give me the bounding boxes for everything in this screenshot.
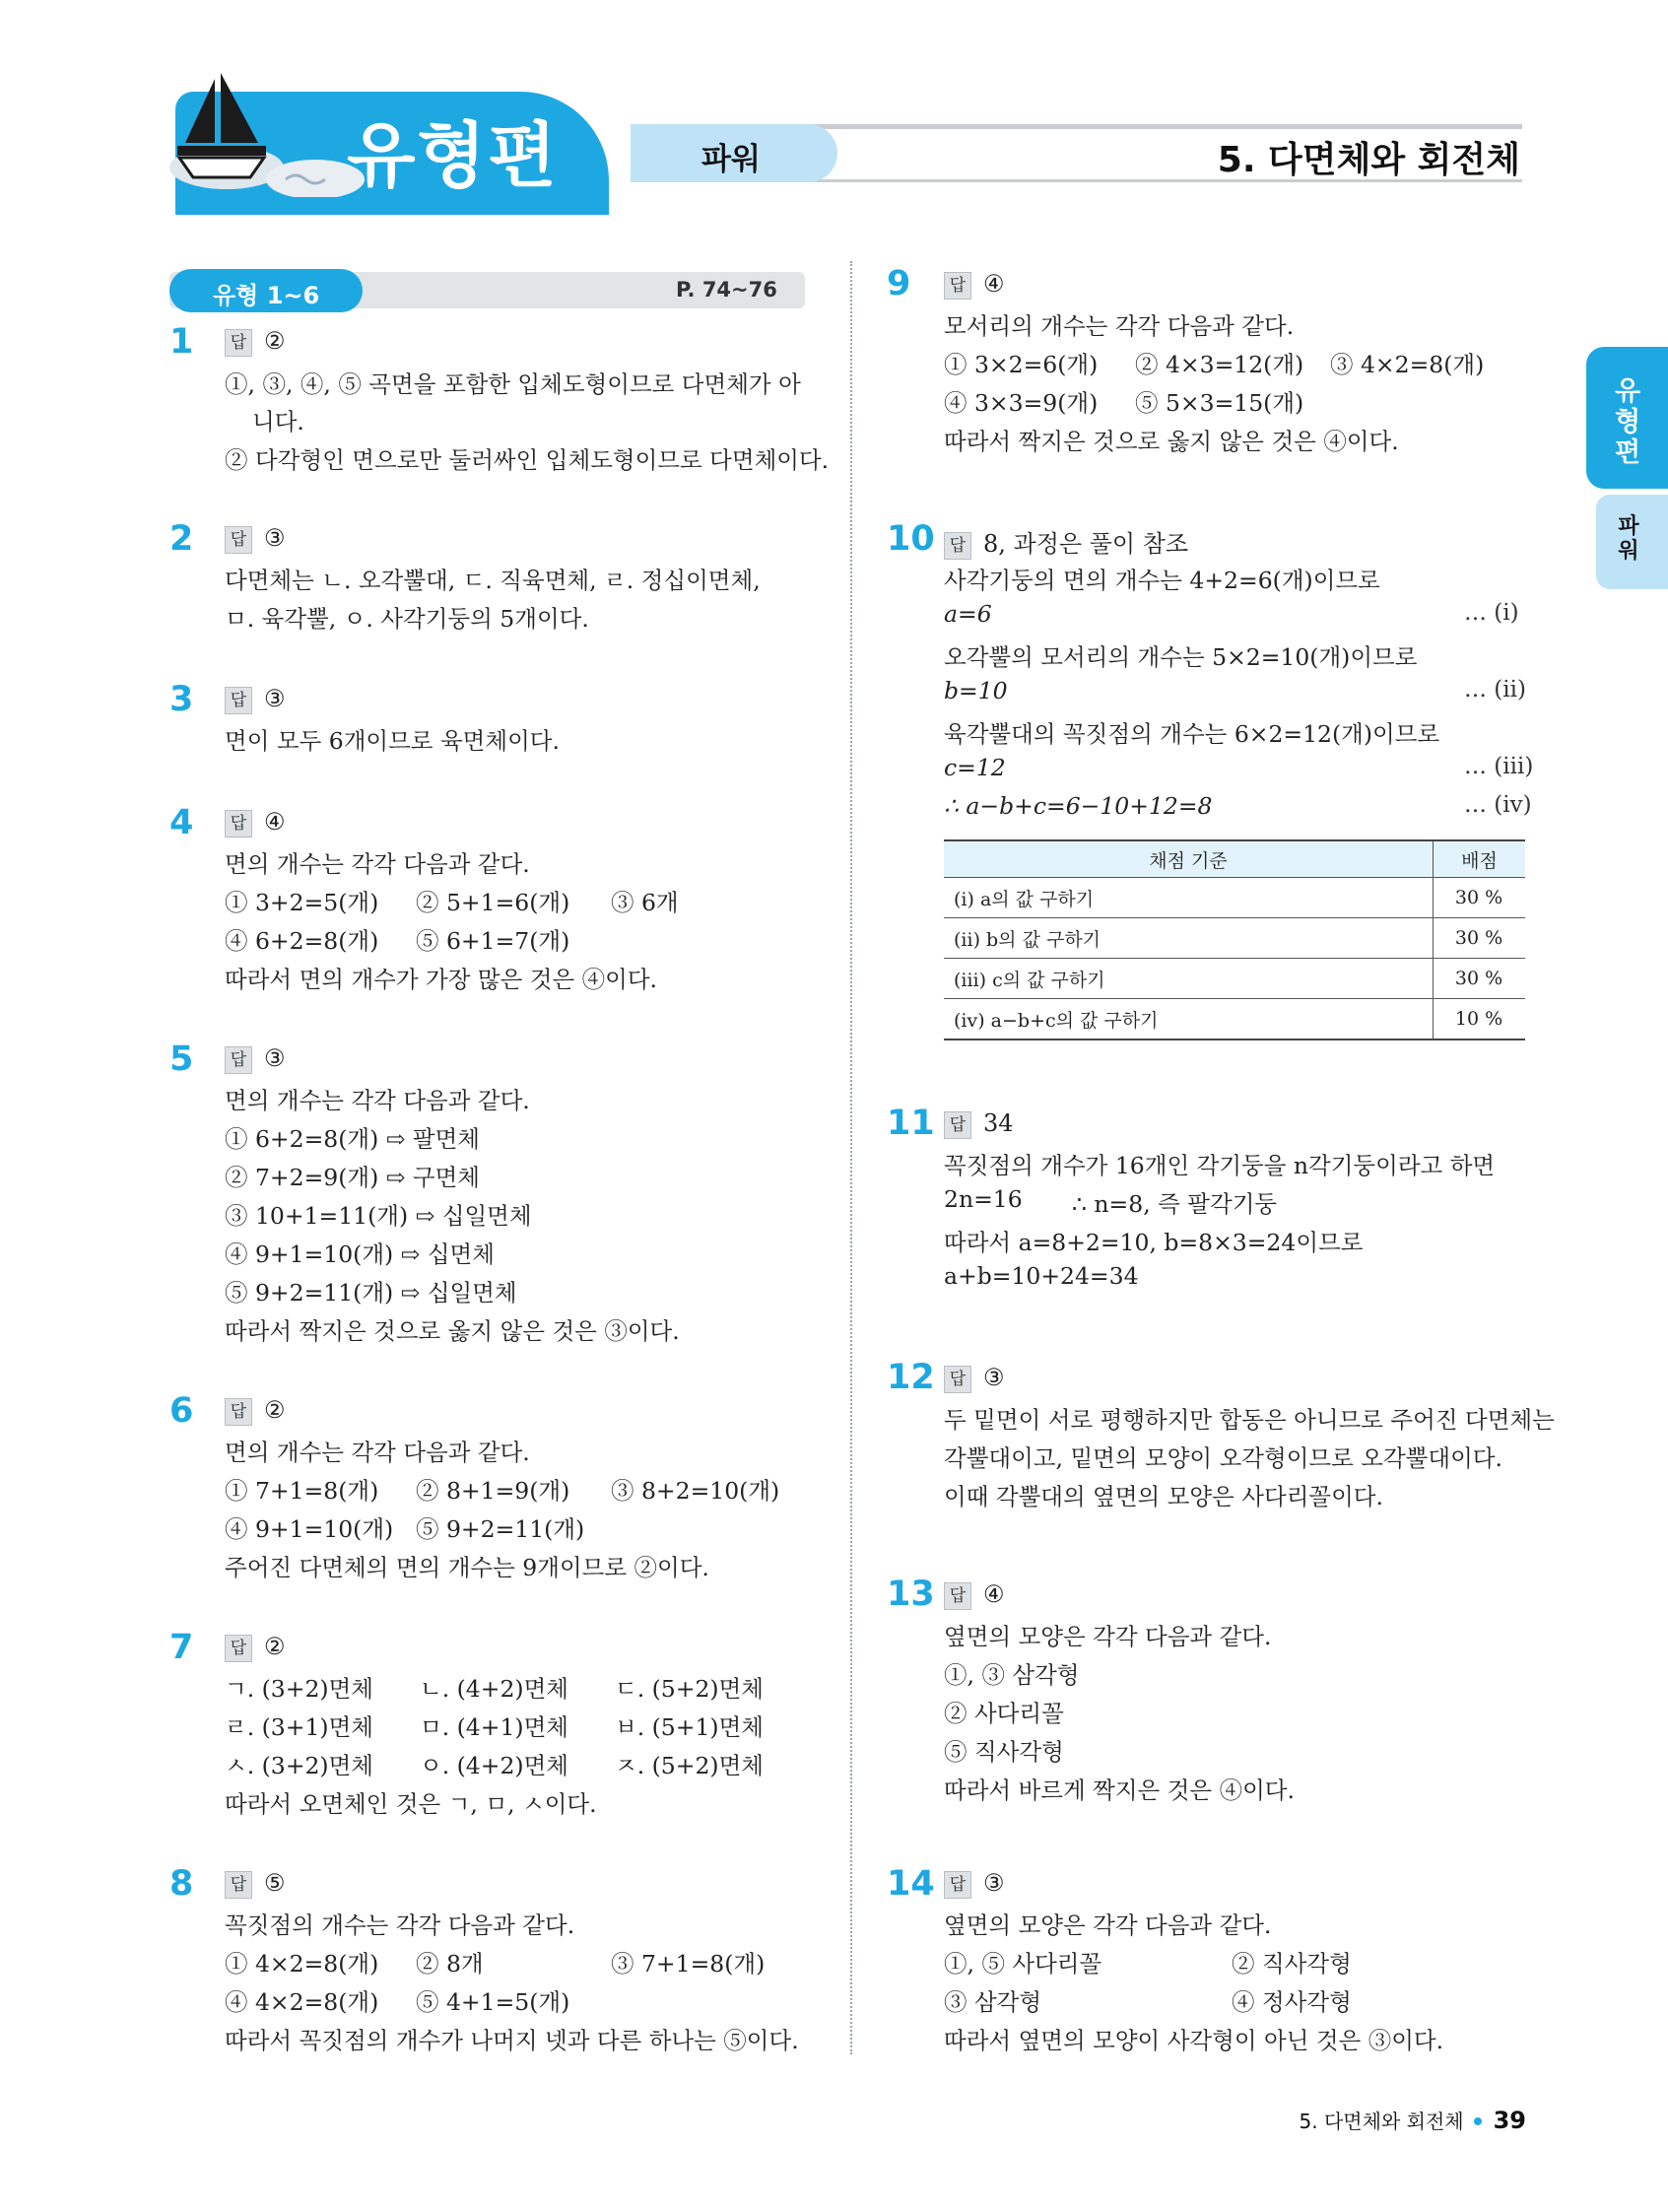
answer-line: [944, 270, 1005, 300]
answer-line: [944, 1109, 1014, 1139]
choice-line: ⑤ 4+1=5(개): [416, 1988, 570, 2016]
table-cell: (ⅰ) a의 값 구하기: [944, 878, 1434, 918]
solution-line: 이때 각뿔대의 옆면의 모양은 사다리꼴이다.: [944, 1483, 1383, 1510]
step-marker: … (ⅱ): [1464, 677, 1526, 703]
choice-line: ③ 7+1=8(개): [611, 1950, 766, 1977]
type-pill: [169, 269, 363, 312]
answer-value: 34: [983, 1109, 1014, 1137]
choice-line: ② 5+1=6(개): [416, 889, 570, 916]
choice-line: ㄴ. (4+2)면체: [420, 1675, 568, 1703]
header-title: 유형편: [347, 114, 559, 197]
table-cell: 30 %: [1434, 878, 1526, 918]
problem-number: 4: [169, 803, 194, 842]
answer-value: ⑤: [264, 1869, 286, 1897]
grading-table: [944, 839, 1525, 1040]
solution-line: 따라서 짝지은 것으로 옳지 않은 것은 ④이다.: [944, 428, 1399, 455]
choice-line: ② 사다리꼴: [944, 1700, 1064, 1727]
answer-value: ③: [264, 524, 286, 552]
choice-line: ⑤ 9+2=11(개): [416, 1515, 585, 1543]
column-divider: [850, 261, 852, 2054]
solution-line: 면이 모두 6개이므로 육면체이다.: [225, 727, 560, 755]
choice-line: ⑤ 6+1=7(개): [416, 927, 570, 955]
answer-value: ③: [264, 685, 286, 712]
sailboat-icon: [167, 69, 365, 197]
choice-line: ④ 9+1=10(개): [225, 1515, 394, 1543]
solution-line: ∴ a−b+c=6−10+12=8: [944, 792, 1213, 820]
problem-number: 13: [887, 1575, 935, 1614]
answer-badge: 답: [225, 810, 252, 838]
solution-line: 주어진 다면체의 면의 개수는 9개이므로 ②이다.: [225, 1554, 709, 1581]
answer-value: 8, 과정은 풀이 참조: [983, 530, 1189, 558]
side-tab: [1586, 347, 1668, 589]
solution-line: 따라서 오면체인 것은 ㄱ, ㅁ, ㅅ이다.: [225, 1790, 597, 1818]
problem-number: 5: [169, 1039, 194, 1079]
choice-line: ② 7+2=9(개) ⇨ 구면체: [225, 1164, 480, 1191]
answer-line: [225, 327, 286, 357]
answer-line: [225, 524, 286, 554]
solution-line: 니다.: [252, 408, 304, 436]
answer-badge: 답: [225, 1871, 252, 1899]
answer-value: ②: [264, 1396, 286, 1424]
answer-badge: 답: [225, 687, 252, 714]
header-chapter: 5. 다면체와 회전체: [1217, 140, 1520, 180]
solution-line: 따라서 면의 개수가 가장 많은 것은 ④이다.: [225, 966, 658, 993]
side-tab-label-1: 유 형 편: [1614, 376, 1641, 469]
solution-line: 꼭짓점의 개수가 16개인 각기둥을 n각기둥이라고 하면: [944, 1152, 1496, 1179]
answer-value: ③: [983, 1869, 1005, 1897]
page-number: 39: [1493, 2107, 1526, 2134]
problem-number: 8: [169, 1864, 194, 1904]
answer-badge: 답: [944, 1582, 971, 1610]
table-row: [944, 959, 1525, 999]
table-header: 배점: [1434, 840, 1526, 878]
choice-line: ⑤ 9+2=11(개) ⇨ 십일면체: [225, 1279, 517, 1307]
table-row: [944, 918, 1525, 959]
choice-line: ③ 8+2=10(개): [611, 1477, 780, 1505]
choice-line: ㅇ. (4+2)면체: [420, 1752, 568, 1779]
problem-number: 14: [887, 1864, 935, 1904]
table-cell: 10 %: [1434, 999, 1526, 1040]
solution-line: 각뿔대이고, 밑면의 모양이 오각형이므로 오각뿔대이다.: [944, 1444, 1502, 1472]
choice-line: ④ 4×2=8(개): [225, 1988, 379, 2016]
answer-line: [225, 808, 286, 838]
footer-chapter: 5. 다면체와 회전체: [1299, 2110, 1464, 2133]
answer-line: [225, 1044, 286, 1074]
problem-number: 6: [169, 1391, 194, 1431]
answer-line: [944, 1364, 1005, 1393]
solution-line: 면의 개수는 각각 다음과 같다.: [225, 1439, 530, 1466]
table-cell: 30 %: [1434, 918, 1526, 959]
answer-value: ③: [983, 1364, 1005, 1391]
choice-line: ② 직사각형: [1232, 1950, 1352, 1977]
problem-number: 3: [169, 680, 194, 719]
step-marker: … (ⅰ): [1464, 600, 1519, 626]
solution-line: ② 다각형인 면으로만 둘러싸인 입체도형이므로 다면체이다.: [225, 446, 830, 474]
choice-line: ④ 정사각형: [1232, 1988, 1352, 2016]
step-marker: … (ⅳ): [1464, 792, 1532, 818]
answer-line: [225, 1396, 286, 1426]
type-label: 유형 1~6: [213, 282, 320, 309]
choice-line: ㅁ. (4+1)면체: [420, 1713, 568, 1741]
solution-line: 모서리의 개수는 각각 다음과 같다.: [944, 312, 1295, 340]
problem-number: 2: [169, 519, 194, 559]
problem-number: 9: [887, 264, 911, 303]
solution-line: c=12: [944, 754, 1006, 781]
answer-line: [225, 1633, 286, 1662]
answer-line: [225, 1869, 286, 1899]
choice-line: ㄷ. (5+2)면체: [615, 1675, 764, 1703]
solution-line: 따라서 a=8+2=10, b=8×3=24이므로: [944, 1229, 1364, 1256]
answer-badge: 답: [944, 1111, 971, 1139]
answer-badge: 답: [225, 1046, 252, 1074]
choice-line: ⑤ 직사각형: [944, 1738, 1064, 1766]
choice-line: ㅂ. (5+1)면체: [615, 1713, 764, 1741]
solution-line: 육각뿔대의 꼭짓점의 개수는 6×2=12(개)이므로: [944, 720, 1440, 748]
choice-line: ① 6+2=8(개) ⇨ 팔면체: [225, 1125, 480, 1153]
answer-badge: 답: [225, 1635, 252, 1662]
side-tab-label-2: 파 워: [1618, 514, 1639, 565]
choice-line: ④ 3×3=9(개): [944, 389, 1099, 417]
solution-line: ㅁ. 육각뿔, ㅇ. 사각기둥의 5개이다.: [225, 605, 589, 633]
solution-line: 옆면의 모양은 각각 다음과 같다.: [944, 1911, 1272, 1939]
choice-line: ② 8+1=9(개): [416, 1477, 570, 1505]
answer-line: [944, 1580, 1005, 1610]
answer-value: ④: [983, 1580, 1005, 1608]
footer-dot-icon: [1474, 2117, 1482, 2125]
solution-line: ∴ n=8, 즉 팔각기둥: [1072, 1190, 1278, 1218]
solution-line: 따라서 바르게 짝지은 것은 ④이다.: [944, 1776, 1295, 1804]
side-tab-secondary: [1596, 495, 1668, 589]
solution-line: b=10: [944, 677, 1008, 704]
header-subtitle: 파워: [701, 142, 761, 177]
solution-line: 오각뿔의 모서리의 개수는 5×2=10(개)이므로: [944, 643, 1418, 671]
solution-line: 꼭짓점의 개수는 각각 다음과 같다.: [225, 1911, 575, 1939]
header-subtitle-tab: [631, 124, 837, 182]
choice-line: ㄱ. (3+2)면체: [225, 1675, 373, 1703]
table-header: 채점 기준: [944, 840, 1434, 878]
choice-line: ④ 6+2=8(개): [225, 927, 379, 955]
answer-line: [225, 685, 286, 714]
problem-number: 10: [887, 519, 935, 559]
answer-value: ④: [983, 270, 1005, 298]
table-cell: 30 %: [1434, 959, 1526, 999]
page-footer: [1300, 2106, 1526, 2134]
solution-line: a+b=10+24=34: [944, 1262, 1139, 1290]
choice-line: ① 4×2=8(개): [225, 1950, 379, 1977]
answer-value: ②: [264, 1633, 286, 1660]
solution-line: 2n=16: [944, 1185, 1023, 1213]
table-row: [944, 878, 1525, 918]
answer-value: ③: [264, 1044, 286, 1072]
choice-line: ㅈ. (5+2)면체: [615, 1752, 764, 1779]
answer-value: ②: [264, 327, 286, 355]
solution-line: 두 밑면이 서로 평행하지만 합동은 아니므로 주어진 다면체는: [944, 1406, 1555, 1434]
solution-line: a=6: [944, 600, 992, 628]
choice-line: ① 3×2=6(개): [944, 351, 1099, 378]
solution-line: 따라서 짝지은 것으로 옳지 않은 것은 ③이다.: [225, 1317, 680, 1345]
solution-line: 옆면의 모양은 각각 다음과 같다.: [944, 1623, 1272, 1650]
choice-line: ㄹ. (3+1)면체: [225, 1713, 373, 1741]
side-tab-primary: [1586, 347, 1668, 489]
choice-line: ③ 6개: [611, 889, 679, 916]
choice-line: ①, ③ 삼각형: [944, 1661, 1080, 1689]
solution-line: 면의 개수는 각각 다음과 같다.: [225, 1087, 530, 1114]
answer-badge: 답: [225, 526, 252, 554]
answer-line: [944, 1869, 1005, 1899]
table-cell: (ⅱ) b의 값 구하기: [944, 918, 1434, 959]
solution-line: 사각기둥의 면의 개수는 4+2=6(개)이므로: [944, 567, 1380, 594]
choice-line: ① 3+2=5(개): [225, 889, 379, 916]
answer-line: [944, 524, 1188, 560]
problem-number: 12: [887, 1358, 935, 1397]
choice-line: ① 7+1=8(개): [225, 1477, 379, 1505]
answer-badge: 답: [944, 1871, 971, 1899]
type-pages: P. 74~76: [676, 278, 777, 302]
solution-line: 다면체는 ㄴ. 오각뿔대, ㄷ. 직육면체, ㄹ. 정십이면체,: [225, 567, 761, 594]
solution-line: ①, ③, ④, ⑤ 곡면을 포함한 입체도형이므로 다면체가 아: [225, 370, 801, 398]
table-header-row: [944, 840, 1525, 878]
answer-badge: 답: [944, 532, 971, 560]
choice-line: ③ 4×2=8(개): [1330, 351, 1485, 378]
step-marker: … (ⅲ): [1464, 754, 1534, 779]
problem-number: 7: [169, 1628, 194, 1667]
answer-badge: 답: [944, 272, 971, 300]
table-cell: (ⅲ) c의 값 구하기: [944, 959, 1434, 999]
table-cell: (ⅳ) a−b+c의 값 구하기: [944, 999, 1434, 1040]
choice-line: ② 8개: [416, 1950, 484, 1977]
answer-value: ④: [264, 808, 286, 836]
problem-number: 11: [887, 1104, 935, 1143]
answer-badge: 답: [944, 1366, 971, 1393]
choice-line: ①, ⑤ 사다리꼴: [944, 1950, 1102, 1977]
answer-badge: 답: [225, 1398, 252, 1426]
choice-line: ④ 9+1=10(개) ⇨ 십면체: [225, 1240, 495, 1268]
answer-badge: 답: [225, 329, 252, 357]
solution-line: 따라서 꼭짓점의 개수가 나머지 넷과 다른 하나는 ⑤이다.: [225, 2027, 799, 2054]
solution-line: 따라서 옆면의 모양이 사각형이 아닌 것은 ③이다.: [944, 2027, 1444, 2054]
table-row: [944, 999, 1525, 1040]
choice-line: ⑤ 5×3=15(개): [1135, 389, 1304, 417]
choice-line: ③ 삼각형: [944, 1988, 1042, 2016]
choice-line: ③ 10+1=11(개) ⇨ 십일면체: [225, 1202, 532, 1230]
problem-number: 1: [169, 322, 194, 362]
solution-line: 면의 개수는 각각 다음과 같다.: [225, 850, 530, 878]
choice-line: ② 4×3=12(개): [1135, 351, 1304, 378]
choice-line: ㅅ. (3+2)면체: [225, 1752, 373, 1779]
